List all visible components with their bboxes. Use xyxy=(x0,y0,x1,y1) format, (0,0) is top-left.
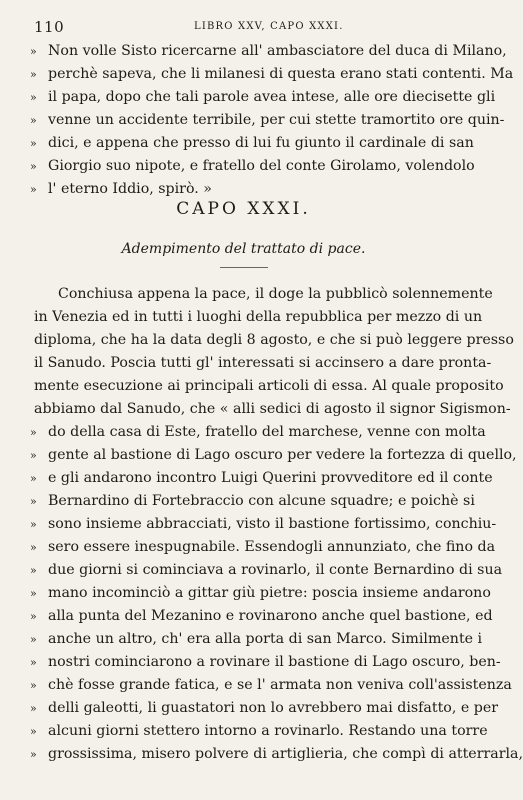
line-text: alcuni giorni stettero intorno a rovinarlo. Restando una torre xyxy=(48,723,488,739)
text-line xyxy=(30,178,459,201)
text-line xyxy=(30,40,507,63)
text-line xyxy=(34,352,492,375)
text-line xyxy=(30,674,512,697)
quote-mark: » xyxy=(30,748,37,761)
line-text: do della casa di Este, fratello del marchese, venne con molta xyxy=(48,424,486,440)
quote-mark: » xyxy=(30,183,37,196)
quote-mark: » xyxy=(30,702,37,715)
line-text: abbiamo dal Sanudo, che « alli sedici di agosto il signor Sigismon- xyxy=(34,401,511,417)
quote-mark: » xyxy=(30,449,37,462)
line-text: mente esecuzione ai principali articoli di essa. Al quale proposito xyxy=(34,378,504,394)
divider-rule xyxy=(220,267,268,268)
text-line xyxy=(30,467,493,490)
quote-mark: » xyxy=(30,564,37,577)
line-text: sono insieme abbracciati, visto il bastione fortissimo, conchiu- xyxy=(48,516,497,532)
line-text: il Sanudo. Poscia tutti gl' interessati si accinsero a dare pronta- xyxy=(34,355,492,371)
quote-mark: » xyxy=(30,426,37,439)
quote-mark: » xyxy=(30,68,37,81)
text-line xyxy=(34,283,493,306)
line-text: l' eterno Iddio, spirò. » xyxy=(48,181,212,197)
quote-mark: » xyxy=(30,45,37,58)
quote-mark: » xyxy=(30,114,37,127)
opening-quote-passage xyxy=(30,40,514,201)
line-text: dici, e appena che presso di lui fu giunto il cardinale di san xyxy=(48,135,474,151)
line-text: il papa, dopo che tali parole avea intese, alle ore diecisette gli xyxy=(48,89,496,105)
text-line xyxy=(34,306,483,329)
quote-mark: » xyxy=(30,725,37,738)
text-line xyxy=(30,743,523,766)
text-line xyxy=(30,536,496,559)
line-text: delli galeotti, li guastatori non lo avrebbero mai disfatto, e per xyxy=(48,700,499,716)
text-line xyxy=(30,444,517,467)
quote-mark: » xyxy=(30,495,37,508)
line-text: gente al bastione di Lago oscuro per vedere la fortezza di quello, xyxy=(48,447,517,463)
line-text: sero essere inespugnabile. Essendogli annunziato, che fino da xyxy=(48,539,496,555)
text-line xyxy=(30,421,486,444)
text-line xyxy=(30,582,491,605)
text-line xyxy=(34,329,514,352)
text-line xyxy=(34,398,511,421)
line-text: in Venezia ed in tutti i luoghi della repubblica per mezzo di un xyxy=(34,309,483,325)
quote-mark: » xyxy=(30,541,37,554)
text-line xyxy=(30,63,514,86)
text-line xyxy=(30,559,503,582)
quote-mark: » xyxy=(30,91,37,104)
quote-mark: » xyxy=(30,679,37,692)
text-line xyxy=(30,720,488,743)
line-text: venne un accidente terribile, per cui stette tramortito ore quin- xyxy=(48,112,505,128)
chapter-subtitle: Adempimento del trattato di pace. xyxy=(121,241,366,257)
line-text: Non volle Sisto ricercarne all' ambasciatore del duca di Milano, xyxy=(48,43,507,59)
text-line xyxy=(30,697,499,720)
page-header xyxy=(34,18,455,34)
line-text: Conchiusa appena la pace, il doge la pubblicò solennemente xyxy=(58,286,493,302)
text-line xyxy=(30,155,475,178)
text-line xyxy=(30,605,493,628)
page-number: 110 xyxy=(34,18,65,36)
chapter-title: CAPO XXXI. xyxy=(176,199,311,219)
text-line xyxy=(30,86,496,109)
line-text: anche un altro, ch' era alla porta di san Marco. Similmente i xyxy=(48,631,483,647)
text-line xyxy=(30,651,501,674)
body-paragraph xyxy=(30,283,523,766)
text-line xyxy=(30,628,483,651)
text-line xyxy=(30,132,474,155)
running-head: LIBRO XXV, CAPO XXXI. xyxy=(194,21,344,32)
line-text: Giorgio suo nipote, e fratello del conte Girolamo, volendolo xyxy=(48,158,475,174)
quote-mark: » xyxy=(30,518,37,531)
text-line xyxy=(30,513,497,536)
text-line xyxy=(30,490,475,513)
text-line xyxy=(34,375,504,398)
line-text: e gli andarono incontro Luigi Querini provveditore ed il conte xyxy=(48,470,493,486)
line-text: chè fosse grande fatica, e se l' armata non veniva coll'assistenza xyxy=(48,677,512,693)
line-text: Bernardino di Fortebraccio con alcune squadre; e poichè si xyxy=(48,493,475,509)
line-text: grossissima, misero polvere di artiglieria, che compì di atterrarla, xyxy=(48,746,523,762)
line-text: alla punta del Mezanino e rovinarono anche quel bastione, ed xyxy=(48,608,493,624)
quote-mark: » xyxy=(30,656,37,669)
line-text: nostri cominciarono a rovinare il bastione di Lago oscuro, ben- xyxy=(48,654,501,670)
quote-mark: » xyxy=(30,472,37,485)
line-text: diploma, che ha la data degli 8 agosto, e che si può leggere presso xyxy=(34,332,514,348)
quote-mark: » xyxy=(30,610,37,623)
line-text: due giorni si cominciava a rovinarlo, il conte Bernardino di sua xyxy=(48,562,503,578)
quote-mark: » xyxy=(30,137,37,150)
quote-mark: » xyxy=(30,160,37,173)
quote-mark: » xyxy=(30,587,37,600)
text-line xyxy=(30,109,505,132)
quote-mark: » xyxy=(30,633,37,646)
line-text: mano incominciò a gittar giù pietre: poscia insieme andarono xyxy=(48,585,491,601)
line-text: perchè sapeva, che li milanesi di questa erano stati contenti. Ma xyxy=(48,66,514,82)
